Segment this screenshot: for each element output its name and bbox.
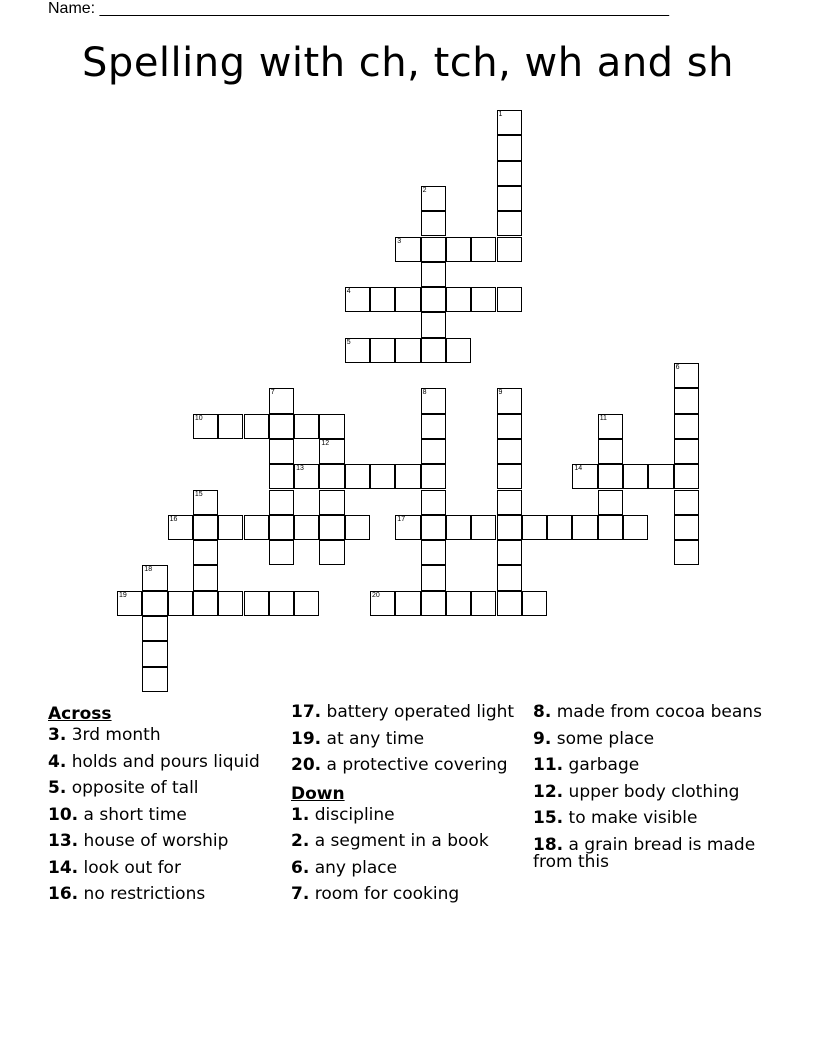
- grid-cell[interactable]: [446, 237, 471, 262]
- grid-cell[interactable]: [345, 287, 370, 312]
- across-clue: 13. house of worship: [48, 831, 229, 851]
- grid-cell[interactable]: [244, 591, 269, 616]
- grid-cell[interactable]: [623, 464, 648, 489]
- cell-number: 17: [397, 515, 406, 523]
- grid-cell[interactable]: [319, 490, 344, 515]
- grid-cell[interactable]: [471, 515, 496, 540]
- cell-number: 13: [296, 465, 304, 473]
- grid-cell[interactable]: [319, 439, 344, 464]
- grid-cell[interactable]: [598, 439, 623, 464]
- grid-cell[interactable]: [547, 515, 572, 540]
- grid-cell[interactable]: [395, 515, 420, 540]
- down-clue: 2. a segment in a book: [291, 831, 489, 851]
- cell-number: 15: [194, 490, 203, 498]
- grid-cell[interactable]: [244, 515, 269, 540]
- clue-column-3: [533, 702, 783, 881]
- grid-cell[interactable]: [269, 439, 294, 464]
- across-clue: 20. a protective covering: [291, 755, 508, 775]
- grid-cell[interactable]: [572, 464, 597, 489]
- grid-cell[interactable]: [497, 135, 522, 160]
- grid-cell[interactable]: [471, 237, 496, 262]
- down-clue: 1. discipline: [291, 804, 395, 825]
- down-heading: Down: [291, 783, 345, 804]
- grid-cell[interactable]: [370, 591, 395, 616]
- grid-cell[interactable]: [497, 110, 522, 135]
- grid-cell[interactable]: [598, 490, 623, 515]
- grid-cell[interactable]: [674, 414, 699, 439]
- grid-cell[interactable]: [294, 414, 319, 439]
- grid-cell[interactable]: [193, 490, 218, 515]
- cell-number: 1: [498, 111, 503, 118]
- grid-cell[interactable]: [370, 287, 395, 312]
- grid-cell[interactable]: [421, 515, 446, 540]
- cell-number: 12: [321, 439, 330, 447]
- grid-cell[interactable]: [345, 464, 370, 489]
- grid-cell[interactable]: [421, 591, 446, 616]
- grid-cell[interactable]: [674, 490, 699, 515]
- grid-cell[interactable]: [269, 464, 294, 489]
- cell-number: 11: [599, 414, 607, 422]
- grid-cell[interactable]: [395, 237, 420, 262]
- cell-number: 6: [675, 364, 680, 371]
- grid-cell[interactable]: [421, 414, 446, 439]
- grid-cell[interactable]: [674, 515, 699, 540]
- cell-number: 7: [270, 389, 275, 397]
- grid-cell[interactable]: [497, 186, 522, 211]
- grid-cell[interactable]: [319, 414, 344, 439]
- grid-cell[interactable]: [421, 464, 446, 489]
- cell-number: 3: [397, 237, 402, 245]
- down-clue: 12. upper body clothing: [533, 781, 740, 802]
- grid-cell[interactable]: [446, 338, 471, 363]
- grid-cell[interactable]: [142, 616, 167, 641]
- grid-cell[interactable]: [168, 591, 193, 616]
- grid-cell[interactable]: [421, 287, 446, 312]
- grid-cell[interactable]: [370, 338, 395, 363]
- down-clue: 18. a grain bread is made from this: [533, 834, 756, 872]
- grid-cell[interactable]: [142, 641, 167, 666]
- page-title: Spelling with ch, tch, wh and sh: [82, 40, 734, 86]
- grid-cell[interactable]: [674, 540, 699, 565]
- grid-cell[interactable]: [269, 591, 294, 616]
- grid-cell[interactable]: [193, 515, 218, 540]
- grid-cell[interactable]: [497, 414, 522, 439]
- grid-cell[interactable]: [294, 515, 319, 540]
- down-clue: 11. garbage: [533, 755, 640, 775]
- grid-cell[interactable]: [522, 515, 547, 540]
- grid-cell[interactable]: [218, 515, 243, 540]
- grid-cell[interactable]: [395, 338, 420, 363]
- grid-cell[interactable]: [370, 464, 395, 489]
- down-clue: 6. any place: [291, 857, 398, 878]
- grid-cell[interactable]: [674, 439, 699, 464]
- grid-cell[interactable]: [598, 515, 623, 540]
- grid-cell[interactable]: [497, 237, 522, 262]
- cell-number: 8: [422, 389, 427, 397]
- grid-cell[interactable]: [395, 287, 420, 312]
- down-clue: 15. to make visible: [533, 808, 698, 828]
- grid-cell[interactable]: [497, 515, 522, 540]
- across-clue: 17. battery operated light: [291, 702, 515, 722]
- grid-cell[interactable]: [345, 338, 370, 363]
- across-clue: 4. holds and pours liquid: [48, 751, 260, 772]
- cell-number: 18: [144, 566, 153, 574]
- grid-cell[interactable]: [395, 591, 420, 616]
- grid-cell[interactable]: [446, 591, 471, 616]
- grid-cell[interactable]: [269, 515, 294, 540]
- grid-cell[interactable]: [421, 338, 446, 363]
- grid-cell[interactable]: [193, 591, 218, 616]
- grid-cell[interactable]: [395, 464, 420, 489]
- grid-cell[interactable]: [421, 312, 446, 337]
- grid-cell[interactable]: [421, 565, 446, 590]
- grid-cell[interactable]: [674, 363, 699, 388]
- grid-cell[interactable]: [674, 464, 699, 489]
- grid-cell[interactable]: [345, 515, 370, 540]
- grid-cell[interactable]: [471, 287, 496, 312]
- grid-cell[interactable]: [497, 211, 522, 236]
- grid-cell[interactable]: [269, 388, 294, 413]
- grid-cell[interactable]: [269, 540, 294, 565]
- grid-cell[interactable]: [497, 540, 522, 565]
- clue-column-2: [291, 702, 541, 913]
- grid-cell[interactable]: [497, 490, 522, 515]
- grid-cell[interactable]: [497, 439, 522, 464]
- cell-number: 16: [169, 515, 178, 523]
- grid-cell[interactable]: [421, 540, 446, 565]
- cell-number: 20: [372, 591, 380, 599]
- cell-number: 5: [346, 338, 351, 346]
- grid-cell[interactable]: [598, 414, 623, 439]
- grid-cell[interactable]: [446, 515, 471, 540]
- name-line[interactable]: Name: ________________________________________________________________: [48, 0, 670, 17]
- cell-number: 2: [422, 186, 427, 194]
- grid-cell[interactable]: [218, 591, 243, 616]
- grid-cell[interactable]: [421, 262, 446, 287]
- down-clue: 9. some place: [533, 728, 655, 749]
- grid-cell[interactable]: [623, 515, 648, 540]
- grid-cell[interactable]: [244, 414, 269, 439]
- grid-cell[interactable]: [471, 591, 496, 616]
- cell-number: 14: [574, 465, 583, 473]
- grid-cell[interactable]: [294, 591, 319, 616]
- grid-cell[interactable]: [269, 490, 294, 515]
- down-clue: 8. made from cocoa beans: [533, 702, 762, 722]
- across-clue: 16. no restrictions: [48, 884, 206, 904]
- grid-cell[interactable]: [421, 388, 446, 413]
- cell-number: 4: [346, 288, 351, 296]
- across-clue: 10. a short time: [48, 804, 187, 825]
- grid-cell[interactable]: [497, 388, 522, 413]
- grid-cell[interactable]: [446, 287, 471, 312]
- grid-cell[interactable]: [319, 464, 344, 489]
- grid-cell[interactable]: [497, 565, 522, 590]
- grid-cell[interactable]: [117, 591, 142, 616]
- grid-cell[interactable]: [193, 565, 218, 590]
- grid-cell[interactable]: [142, 565, 167, 590]
- grid-cell[interactable]: [421, 211, 446, 236]
- clue-column-1: [48, 702, 298, 913]
- grid-cell[interactable]: [497, 591, 522, 616]
- across-clue: 19. at any time: [291, 728, 425, 749]
- grid-cell[interactable]: [421, 186, 446, 211]
- grid-cell[interactable]: [142, 667, 167, 692]
- across-clue: 14. look out for: [48, 857, 181, 878]
- cell-number: 19: [119, 591, 127, 599]
- grid-cell[interactable]: [319, 540, 344, 565]
- grid-cell[interactable]: [572, 515, 597, 540]
- grid-cell[interactable]: [674, 388, 699, 413]
- grid-cell[interactable]: [218, 414, 243, 439]
- grid-cell[interactable]: [598, 464, 623, 489]
- grid-cell[interactable]: [497, 287, 522, 312]
- grid-cell[interactable]: [497, 161, 522, 186]
- grid-cell[interactable]: [294, 464, 319, 489]
- grid-cell[interactable]: [421, 490, 446, 515]
- across-clue: 5. opposite of tall: [48, 778, 199, 798]
- grid-cell[interactable]: [319, 515, 344, 540]
- grid-cell[interactable]: [421, 237, 446, 262]
- grid-cell[interactable]: [193, 414, 218, 439]
- grid-cell[interactable]: [142, 591, 167, 616]
- grid-cell[interactable]: [269, 414, 294, 439]
- grid-cell[interactable]: [193, 540, 218, 565]
- grid-cell[interactable]: [648, 464, 673, 489]
- grid-cell[interactable]: [421, 439, 446, 464]
- across-heading: Across: [48, 704, 112, 724]
- down-clue: 7. room for cooking: [291, 884, 460, 904]
- cell-number: 10: [194, 414, 203, 422]
- grid-cell[interactable]: [168, 515, 193, 540]
- grid-cell[interactable]: [497, 464, 522, 489]
- across-clue: 3. 3rd month: [48, 725, 161, 745]
- grid-cell[interactable]: [522, 591, 547, 616]
- cell-number: 9: [498, 389, 503, 397]
